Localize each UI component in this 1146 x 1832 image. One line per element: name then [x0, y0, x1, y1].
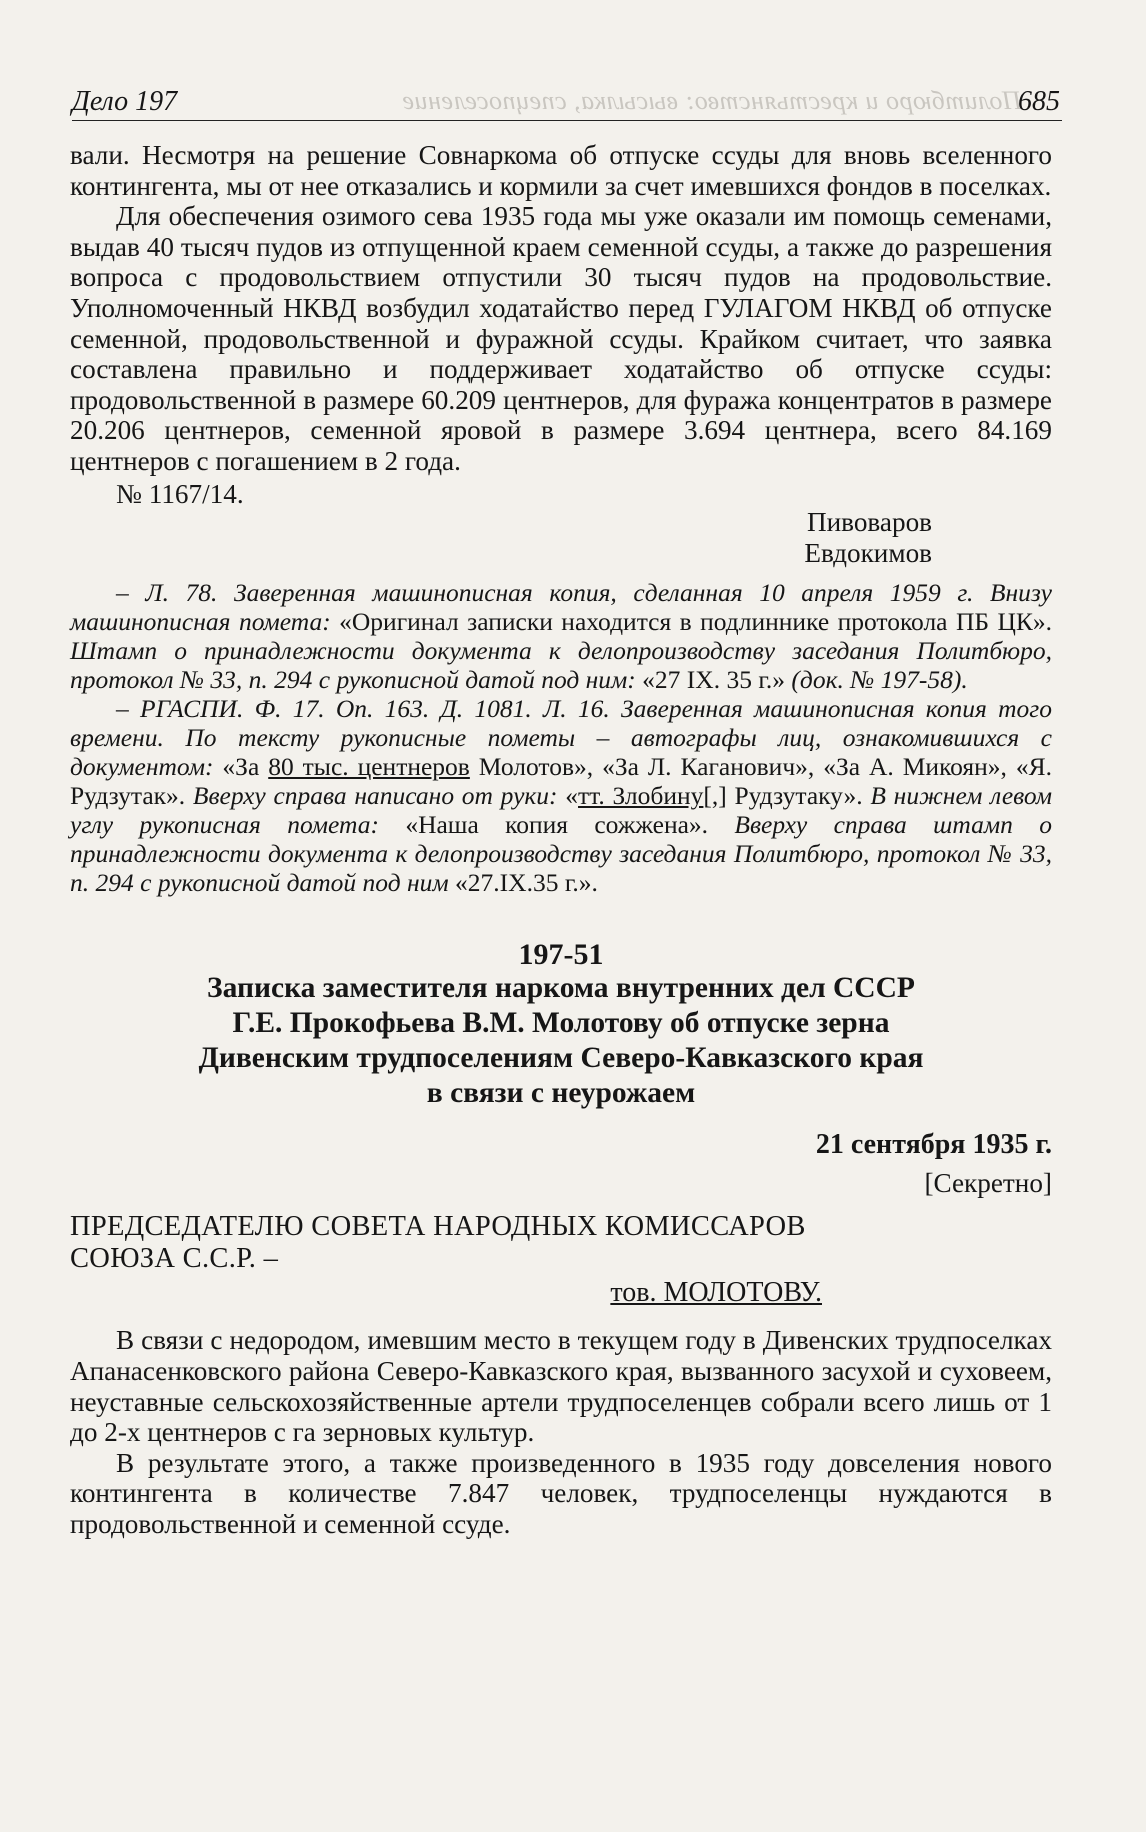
signatory: Пивоваров: [807, 507, 932, 538]
document-reference: № 1167/14.: [116, 478, 244, 509]
addressee: ПРЕДСЕДАТЕЛЮ СОВЕТА НАРОДНЫХ КОМИССАРОВ СОЮЗА С.С.Р. –: [70, 1211, 806, 1275]
paragraph: В результате этого, а также произведенного в 1935 году довселения нового контингента в количестве 7.847 человек, трудпоселенцы нуждаются в продовольственной и семенной ссуде.: [70, 1447, 1052, 1539]
paragraph: вали. Несмотря на решение Совнаркома об отпуске ссуды для вновь вселенного контингента, мы от нее отказались и кормили за счет имевшихся фондов в поселках.: [70, 140, 1052, 201]
archive-note: – Л. 78. Заверенная машинописная копия, сделанная 10 апреля 1959 г. Внизу машинописная помета: «Оригинал записки находится в подлиннике протокола ПБ ЦК». Штамп о принадлежности документа к делопроизводству заседания Политбюро, протокол № 33, п. 294 с рукописной датой под ним: «27 IX. 35 г.» (док. № 197-58).: [70, 578, 1053, 695]
document-number: 197-51: [518, 938, 604, 972]
document-title: Записка заместителя наркома внутренних дел СССР Г.Е. Прокофьева В.М. Молотову об отпуске зерна Дивенским трудпоселениям Северо-Кавказского края в связи с неурожаем: [198, 972, 924, 1110]
paragraph: Для обеспечения озимого сева 1935 года мы уже оказали им помощь семенами, выдав 40 тысяч пудов из отпущенной краем семенной ссуды, а также до разрешения вопроса с продовольствием отпустили 30 тысяч пудов на продовольствие. Уполномоченный НКВД возбудил ходатайство перед ГУЛАГОМ НКВД об отпуске семенной, продовольственной и фуражной ссуды. Крайком считает, что заявка составлена правильно и поддерживает ходатайство об отпуске ссуды: продовольственной в размере 60.209 центнеров, для фуража концентратов в размере 20.206 центнеров, семенной яровой в размере 3.694 центнера, всего 84.169 центнеров с погашением в 2 года.: [70, 201, 1052, 476]
addressee-name: тов. МОЛОТОВУ.: [610, 1277, 822, 1309]
bleed-through-text: Политбюро и крестьянство: высылка, спецпоселение: [402, 86, 1022, 115]
signatory: Евдокимов: [804, 537, 932, 568]
document-date: 21 сентября 1935 г.: [815, 1129, 1052, 1161]
page-number: 685: [1018, 86, 1060, 117]
classification-mark: [Секретно]: [924, 1168, 1052, 1199]
running-header: [72, 80, 1062, 121]
signatories: [70, 507, 932, 568]
archive-note: – РГАСПИ. Ф. 17. Оп. 163. Д. 1081. Л. 16. Заверенная машинописная копия того времени. По тексту рукописные пометы – автографы лиц, ознакомившихся с документом: «За 80 тыс. центнеров Молотов», «За Л. Каганович», «За А. Микоян», «Я. Рудзутак». Вверху справа написано от руки: «тт. Злобину[,] Рудзутаку». В нижнем левом углу рукописная помета: «Наша копия сожжена». Вверху справа штамп о принадлежности документа к делопроизводству заседания Политбюро, протокол № 33, п. 294 с рукописной датой под ним «27.IX.35 г.».: [70, 694, 1053, 898]
paragraph: В связи с недородом, имевшим место в текущем году в Дивенских трудпоселках Апанасенковского района Северо-Кавказского края, вызванного засухой и суховеем, неуставные сельскохозяйственные артели трудпоселенцев собрали всего лишь от 1 до 2-х центнеров с га зерновых культур.: [70, 1325, 1052, 1448]
case-number-header: Дело 197: [72, 86, 178, 117]
page-body: [70, 140, 1052, 1539]
